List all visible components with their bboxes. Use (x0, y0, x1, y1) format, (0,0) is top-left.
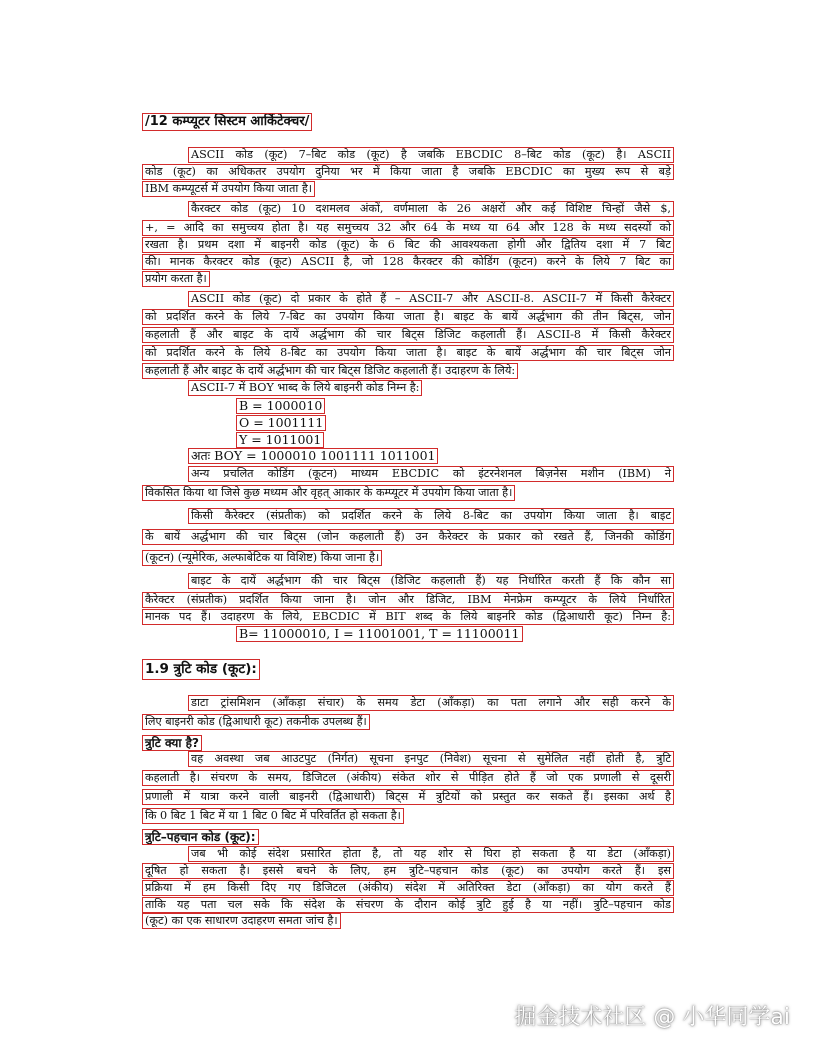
text-line: वह अवस्था जब आउटपुट (निर्गत) सूचना इनपुट (निवेश) सूचना से सुमेलित नहीं होती है, त्रुटि (188, 751, 674, 767)
text-line: प्रक्रिया में हम किसी दिए गए डिजिटल (अंकीय) संदेश में अतिरिक्त डेटा (आँकड़ा) का योग करते हैं (142, 880, 674, 896)
text-line: ASCII कोड (कूट) दो प्रकार के होते हैं – ASCII-7 और ASCII-8. ASCII-7 में किसी कैरेक्टर (188, 291, 674, 307)
code-line: अतः BOY = 1000010 1001111 1011001 (188, 448, 438, 464)
text-line: दूषित हो सकता है। इससे बचने के लिए, हम त्रुटि–पहचान कोड (कूट) का उपयोग करते हैं। इस (142, 863, 674, 879)
text-line: (कूटन) (न्यूमेरिक, अल्फाबेटिक या विशिष्ट) किया जाना है। (142, 550, 382, 566)
text-line: को प्रदर्शित करने के लिये 8-बिट का उपयोग किया जाता है। बाइट के बायें अर्द्धभाग की चार बिट्स जोन (142, 345, 674, 361)
text-line: मानक पद हैं। उदाहरण के लिये, EBCDIC में BIT शब्द के लिये बाइनरि कोड (द्विआधारी कूट) निम्न है: (142, 609, 674, 625)
text-line: कहलाती हैं और बाइट के दायें अर्द्धभाग की चार बिट्स डिजिट कहलाती हैं। ASCII-8 में किसी कैरेक्टर (142, 327, 674, 343)
text-line: अन्य प्रचलित कोडिंग (कूटन) माध्यम EBCDIC को इंटरनेशनल बिज़नेस मशीन (IBM) ने (188, 466, 674, 482)
code-line: Y = 1011001 (236, 432, 324, 448)
text-line: किसी कैरेक्टर (संप्रतीक) को प्रदर्शित करने के लिये 8-बिट का उपयोग किया जाता है। बाइट (188, 508, 674, 524)
text-line: लिए बाइनरी कोड (द्विआधारी कूट) तकनीक उपलब्ध हैं। (142, 714, 370, 730)
text-line: ASCII-7 में BOY भाब्द के लिये बाइनरी कोड निम्न है: (188, 380, 422, 396)
text-line: की। मानक कैरक्टर कोड (कूट) ASCII है, जो 128 कैरक्टर की कोडिंग (कूटन) करने के लिये 7 बिट का (142, 254, 674, 270)
code-line: O = 1001111 (236, 415, 326, 431)
text-line: कोड (कूट) का अधिकतर उपयोग दुनिया भर में किया जाता है जबकि EBCDIC का मुख्य रूप से बड़े (142, 164, 674, 180)
text-line: कैरेक्टर (संप्रतीक) प्रदर्शित किया जाना है। जोन और डिजिट, IBM मेनफ्रेम कम्प्यूटर के लिये निर्धारित (142, 592, 674, 608)
text-line: जब भी कोई संदेश प्रसारित होता है, तो यह शोर से घिरा हो सकता है या डेटा (आँकड़ा) (188, 846, 674, 862)
text-line: कैरक्टर कोड (कूट) 10 दशमलव अंकों, वर्णमाला के 26 अक्षरों और कई विशिष्ट चिन्हों जैसे $, (188, 201, 674, 217)
text-line: IBM कम्प्यूटर्स में उपयोग किया जाता है। (142, 181, 315, 197)
sub-heading: त्रुटि क्या है? (142, 735, 202, 751)
text-line: ताकि यह पता चल सके कि संदेश के संचरण के दौरान कोई त्रुटि हुई है या नहीं। त्रुटि–पहचान कोड (142, 897, 674, 913)
text-line: डाटा ट्रांसमिशन (आँकड़ा संचार) के समय डेटा (आँकड़ा) का पता लगाने और सही करने के (188, 695, 674, 711)
text-line: (कूट) का एक साधारण उदाहरण समता जांच है। (142, 913, 341, 929)
text-line: ASCII कोड (कूट) 7–बिट कोड (कूट) है जबकि EBCDIC 8–बिट कोड (कूट) है। ASCII (188, 147, 674, 163)
text-line: कहलाती हैं और बाइट के दायें अर्द्धभाग की चार बिट्स डिजिट कहलाती हैं। उदाहरण के लिये: (142, 363, 518, 379)
code-line: B= 11000010, I = 11001001, T = 11100011 (236, 626, 523, 642)
text-line: प्रणाली में यात्रा करने वाली बाइनरी (द्विआधारी) बिट्स में त्रुटियों को प्रस्तुत कर सकते हैं। इसका अर्थ है (142, 789, 674, 805)
section-heading: 1.9 त्रुटि कोड (कूट): (142, 659, 260, 680)
text-line: के बायें अर्द्धभाग की चार बिट्स (जोन कहलाती हैं) उन कैरेक्टर के प्रकार को रखते हैं, जिनकी कोडिंग (142, 529, 674, 545)
text-line: विकसित किया था जिसे कुछ मध्यम और वृहत् आकार के कम्प्यूटर में उपयोग किया जाता है। (142, 485, 515, 501)
watermark: 掘金技术社区 @ 小华同学ai (514, 1005, 790, 1030)
text-line: कहलाती है। संचरण के समय, डिजिटल (अंकीय) संकेत शोर से पीड़ित होते हैं जो एक प्रणाली से दूसरी (142, 770, 674, 786)
text-line: कि 0 बिट 1 बिट में या 1 बिट 0 बिट में परिवर्तित हो सकता है। (142, 808, 404, 824)
text-line: को प्रदर्शित करने के लिये 7-बिट का उपयोग किया जाता है। बाइट के बायें अर्द्धभाग की तीन बिट्स, जोन (142, 309, 674, 325)
text-line: प्रयोग करता है। (142, 271, 210, 287)
code-line: B = 1000010 (236, 398, 325, 414)
text-line: +, = आदि का समुच्चय होता है। यह समुच्चय 32 और 64 के मध्य या 64 और 128 के मध्य सदस्यों को (142, 220, 674, 236)
sub-heading: त्रुटि–पहचान कोड (कूट): (142, 829, 259, 845)
text-line: रखता है। प्रथम दशा में बाइनरी कोड (कूट) के 6 बिट की आवश्यकता होगी और द्वितिय दशा में 7 बिट (142, 237, 674, 253)
text-line: बाइट के दायें अर्द्धभाग की चार बिट्स (डिजिट कहलाती हैं) यह निर्धारित करती हैं कि कौन सा (188, 573, 674, 589)
page-title: /12 कम्प्यूटर सिस्टम आर्किटेक्चर/ (142, 113, 312, 131)
